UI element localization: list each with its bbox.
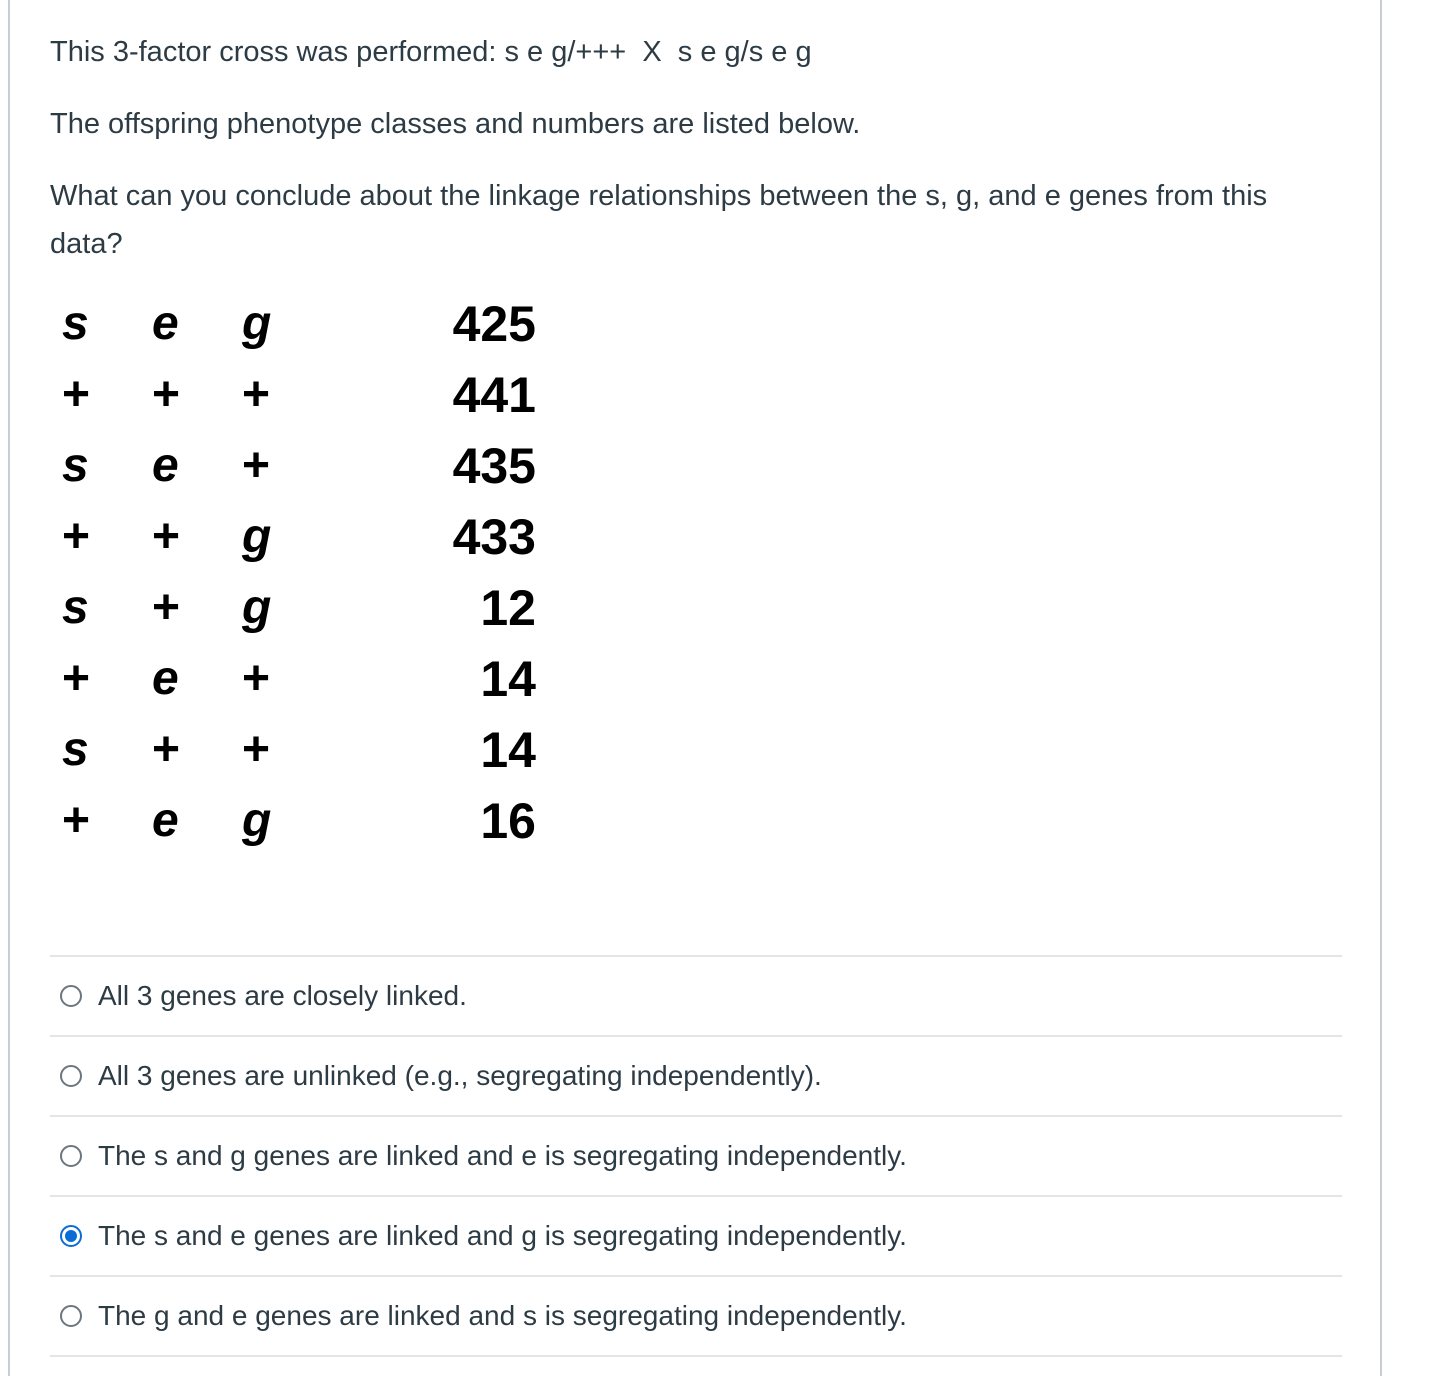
table-row	[50, 430, 536, 501]
table-row	[50, 643, 536, 714]
radio-button[interactable]	[60, 985, 82, 1007]
allele-e: e	[152, 652, 179, 705]
answer-option[interactable]	[50, 1197, 1342, 1277]
allele-g: g	[242, 510, 272, 563]
table-row	[50, 714, 536, 785]
allele-s: +	[62, 368, 91, 421]
allele-g: g	[242, 581, 272, 634]
answer-label: The s and e genes are linked and g is segregating independently.	[98, 1220, 907, 1251]
allele-e: +	[152, 581, 181, 634]
question-prompt: What can you conclude about the linkage relationships between the s, g, and e genes from this data?	[50, 180, 1268, 260]
table-row	[50, 785, 536, 856]
offspring-count: 14	[480, 721, 536, 778]
allele-g: g	[242, 794, 272, 847]
allele-e: +	[152, 723, 181, 776]
radio-button[interactable]	[60, 1305, 82, 1327]
allele-g: +	[242, 652, 271, 705]
allele-s: s	[62, 297, 89, 350]
offspring-count: 12	[480, 579, 536, 636]
allele-s: s	[62, 581, 89, 634]
allele-g: +	[242, 368, 271, 421]
table-row	[50, 359, 536, 430]
answer-option[interactable]	[50, 957, 1342, 1037]
offspring-description: The offspring phenotype classes and numbers are listed below.	[50, 108, 861, 140]
allele-s: +	[62, 652, 91, 705]
answer-label: All 3 genes are unlinked (e.g., segregating independently).	[98, 1060, 822, 1091]
answer-label: The s and g genes are linked and e is segregating independently.	[98, 1140, 907, 1171]
answer-label: All 3 genes are closely linked.	[98, 980, 467, 1011]
radio-button[interactable]	[60, 1145, 82, 1167]
allele-g: +	[242, 439, 271, 492]
allele-s: s	[62, 439, 89, 492]
offspring-count: 16	[480, 792, 536, 849]
answer-option[interactable]	[50, 1117, 1342, 1197]
table-row	[50, 288, 536, 359]
allele-e: +	[152, 368, 181, 421]
cross-description: This 3-factor cross was performed: s e g/+++ X s e g/s e g	[50, 36, 812, 68]
allele-s: +	[62, 510, 91, 563]
offspring-count: 14	[480, 650, 536, 707]
allele-e: +	[152, 510, 181, 563]
offspring-count: 435	[452, 437, 536, 494]
radio-button[interactable]	[60, 1065, 82, 1087]
question-text	[50, 28, 1340, 292]
table-row	[50, 572, 536, 643]
answer-label: The g and e genes are linked and s is segregating independently.	[98, 1300, 907, 1331]
answer-list	[50, 955, 1342, 1357]
offspring-count: 441	[452, 366, 536, 423]
radio-button[interactable]	[60, 1225, 82, 1247]
phenotype-table	[50, 288, 536, 856]
allele-g: g	[242, 297, 272, 350]
answer-option[interactable]	[50, 1277, 1342, 1357]
allele-g: +	[242, 723, 271, 776]
answer-option[interactable]	[50, 1037, 1342, 1117]
allele-e: e	[152, 439, 179, 492]
table-row	[50, 501, 536, 572]
offspring-count: 425	[452, 295, 536, 352]
allele-s: +	[62, 794, 91, 847]
allele-e: e	[152, 794, 179, 847]
allele-s: s	[62, 723, 89, 776]
allele-e: e	[152, 297, 179, 350]
offspring-count: 433	[452, 508, 536, 565]
